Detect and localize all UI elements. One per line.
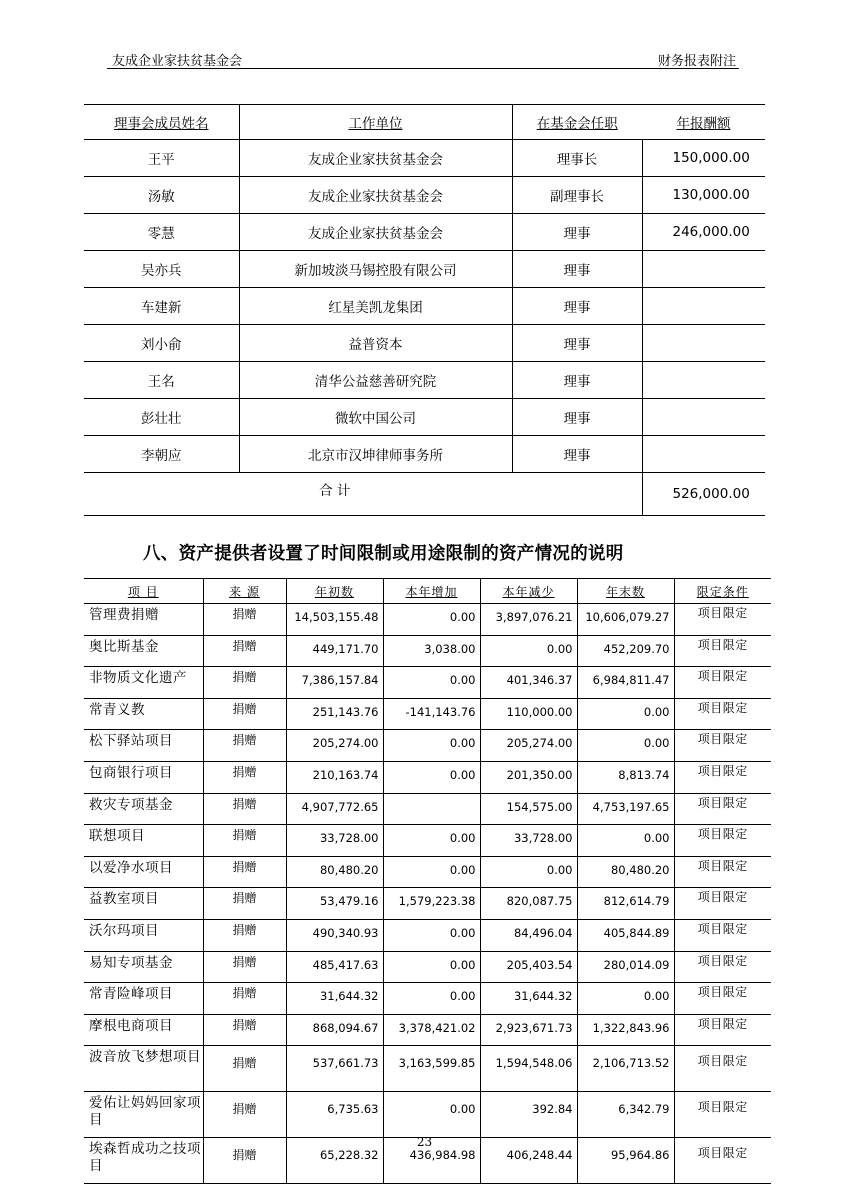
total-row xyxy=(84,473,765,516)
asset-source: 捐赠 xyxy=(203,1014,286,1046)
header-section: 财务报表附注 xyxy=(657,54,736,69)
asset-increase: 0.00 xyxy=(383,983,480,1015)
asset-end: 4,753,197.65 xyxy=(577,793,674,825)
member-name: 车建新 xyxy=(84,288,239,325)
asset-limit: 项目限定 xyxy=(674,1092,771,1138)
table-row xyxy=(84,604,771,636)
asset-increase: -141,143.76 xyxy=(383,698,480,730)
total-value: 526,000.00 xyxy=(642,473,765,516)
table-row xyxy=(84,983,771,1015)
asset-item: 非物质文化遗产 xyxy=(84,667,203,699)
header-rule xyxy=(107,68,739,69)
table-row xyxy=(84,761,771,793)
table-row xyxy=(84,399,765,436)
asset-decrease: 31,644.32 xyxy=(480,983,577,1015)
asset-item: 救灾专项基金 xyxy=(84,793,203,825)
asset-source: 捐赠 xyxy=(203,793,286,825)
asset-end: 0.00 xyxy=(577,825,674,857)
asset-limit: 项目限定 xyxy=(674,856,771,888)
page-number: 23 xyxy=(416,1135,433,1149)
asset-decrease: 3,897,076.21 xyxy=(480,604,577,636)
member-unit: 益普资本 xyxy=(239,325,512,362)
board-members-table xyxy=(84,104,765,516)
asset-begin: 7,386,157.84 xyxy=(286,667,383,699)
asset-decrease: 392.84 xyxy=(480,1092,577,1138)
member-pay xyxy=(642,362,765,399)
table-row xyxy=(84,951,771,983)
asset-increase: 0.00 xyxy=(383,919,480,951)
asset-increase: 0.00 xyxy=(383,730,480,762)
asset-begin: 210,163.74 xyxy=(286,761,383,793)
member-unit: 新加坡淡马锡控股有限公司 xyxy=(239,251,512,288)
member-pay xyxy=(642,288,765,325)
assets-col-limit: 限定条件 xyxy=(674,579,771,604)
asset-item: 奥比斯基金 xyxy=(84,635,203,667)
member-role: 副理事长 xyxy=(512,177,642,214)
member-unit: 微软中国公司 xyxy=(239,399,512,436)
asset-begin: 14,503,155.48 xyxy=(286,604,383,636)
asset-decrease: 154,575.00 xyxy=(480,793,577,825)
asset-source: 捐赠 xyxy=(203,856,286,888)
assets-col-source: 来 源 xyxy=(203,579,286,604)
asset-limit: 项目限定 xyxy=(674,698,771,730)
asset-item: 摩根电商项目 xyxy=(84,1014,203,1046)
member-pay: 246,000.00 xyxy=(642,214,765,251)
assets-col-decrease: 本年减少 xyxy=(480,579,577,604)
member-name: 彭壮壮 xyxy=(84,399,239,436)
table-row xyxy=(84,698,771,730)
member-unit: 红星美凯龙集团 xyxy=(239,288,512,325)
asset-limit: 项目限定 xyxy=(674,604,771,636)
asset-limit: 项目限定 xyxy=(674,1046,771,1092)
asset-item: 管理费捐赠 xyxy=(84,604,203,636)
asset-increase: 3,163,599.85 xyxy=(383,1046,480,1092)
assets-col-end: 年末数 xyxy=(577,579,674,604)
table-row xyxy=(84,825,771,857)
asset-increase: 3,378,421.02 xyxy=(383,1014,480,1046)
member-unit: 友成企业家扶贫基金会 xyxy=(239,140,512,177)
asset-item: 埃森哲成功之技项目 xyxy=(84,1138,203,1184)
member-role: 理事 xyxy=(512,288,642,325)
asset-increase: 0.00 xyxy=(383,1092,480,1138)
board-col-role: 在基金会任职 xyxy=(512,105,642,140)
asset-increase: 0.00 xyxy=(383,825,480,857)
asset-limit: 项目限定 xyxy=(674,951,771,983)
member-role: 理事长 xyxy=(512,140,642,177)
asset-end: 452,209.70 xyxy=(577,635,674,667)
asset-limit: 项目限定 xyxy=(674,1138,771,1184)
asset-end: 0.00 xyxy=(577,698,674,730)
asset-item: 沃尔玛项目 xyxy=(84,919,203,951)
board-col-unit: 工作单位 xyxy=(239,105,512,140)
table-row xyxy=(84,1092,771,1138)
asset-decrease: 820,087.75 xyxy=(480,888,577,920)
asset-end: 6,342.79 xyxy=(577,1092,674,1138)
assets-col-begin: 年初数 xyxy=(286,579,383,604)
asset-limit: 项目限定 xyxy=(674,761,771,793)
asset-end: 280,014.09 xyxy=(577,951,674,983)
member-name: 王平 xyxy=(84,140,239,177)
asset-source: 捐赠 xyxy=(203,825,286,857)
asset-begin: 205,274.00 xyxy=(286,730,383,762)
table-row xyxy=(84,919,771,951)
asset-end: 0.00 xyxy=(577,983,674,1015)
asset-end: 95,964.86 xyxy=(577,1138,674,1184)
asset-begin: 33,728.00 xyxy=(286,825,383,857)
assets-col-increase: 本年增加 xyxy=(383,579,480,604)
asset-end: 1,322,843.96 xyxy=(577,1014,674,1046)
asset-decrease: 201,350.00 xyxy=(480,761,577,793)
asset-increase: 0.00 xyxy=(383,856,480,888)
table-row xyxy=(84,730,771,762)
table-row xyxy=(84,251,765,288)
asset-end: 80,480.20 xyxy=(577,856,674,888)
asset-increase: 1,579,223.38 xyxy=(383,888,480,920)
asset-item: 爱佑让妈妈回家项目 xyxy=(84,1092,203,1138)
member-unit: 友成企业家扶贫基金会 xyxy=(239,214,512,251)
assets-col-item: 项 目 xyxy=(84,579,203,604)
asset-limit: 项目限定 xyxy=(674,730,771,762)
asset-source: 捐赠 xyxy=(203,1138,286,1184)
table-row xyxy=(84,362,765,399)
asset-decrease: 1,594,548.06 xyxy=(480,1046,577,1092)
asset-limit: 项目限定 xyxy=(674,1014,771,1046)
asset-limit: 项目限定 xyxy=(674,635,771,667)
asset-decrease: 0.00 xyxy=(480,635,577,667)
asset-limit: 项目限定 xyxy=(674,983,771,1015)
asset-end: 6,984,811.47 xyxy=(577,667,674,699)
member-unit: 清华公益慈善研究院 xyxy=(239,362,512,399)
asset-limit: 项目限定 xyxy=(674,667,771,699)
asset-decrease: 205,403.54 xyxy=(480,951,577,983)
asset-increase: 3,038.00 xyxy=(383,635,480,667)
table-row xyxy=(84,888,771,920)
asset-item: 以爱净水项目 xyxy=(84,856,203,888)
asset-increase: 0.00 xyxy=(383,761,480,793)
member-name: 李朝应 xyxy=(84,436,239,473)
member-pay xyxy=(642,251,765,288)
member-role: 理事 xyxy=(512,436,642,473)
asset-begin: 868,094.67 xyxy=(286,1014,383,1046)
asset-decrease: 84,496.04 xyxy=(480,919,577,951)
asset-decrease: 110,000.00 xyxy=(480,698,577,730)
table-row xyxy=(84,1014,771,1046)
asset-increase: 0.00 xyxy=(383,667,480,699)
table-row xyxy=(84,288,765,325)
asset-begin: 537,661.73 xyxy=(286,1046,383,1092)
asset-decrease: 406,248.44 xyxy=(480,1138,577,1184)
asset-source: 捐赠 xyxy=(203,698,286,730)
table-row xyxy=(84,436,765,473)
board-col-pay: 年报酬额 xyxy=(642,105,765,140)
asset-item: 常青义教 xyxy=(84,698,203,730)
asset-source: 捐赠 xyxy=(203,1092,286,1138)
table-row xyxy=(84,793,771,825)
asset-begin: 251,143.76 xyxy=(286,698,383,730)
board-col-name: 理事会成员姓名 xyxy=(84,105,239,140)
table-row xyxy=(84,214,765,251)
asset-end: 405,844.89 xyxy=(577,919,674,951)
member-role: 理事 xyxy=(512,251,642,288)
member-pay xyxy=(642,399,765,436)
member-unit: 北京市汉坤律师事务所 xyxy=(239,436,512,473)
asset-end: 8,813.74 xyxy=(577,761,674,793)
member-pay: 150,000.00 xyxy=(642,140,765,177)
asset-item: 益教室项目 xyxy=(84,888,203,920)
asset-end: 812,614.79 xyxy=(577,888,674,920)
asset-begin: 490,340.93 xyxy=(286,919,383,951)
asset-item: 常青险峰项目 xyxy=(84,983,203,1015)
table-row xyxy=(84,325,765,362)
header-org: 友成企业家扶贫基金会 xyxy=(112,54,243,69)
restricted-assets-table xyxy=(84,578,771,1184)
asset-source: 捐赠 xyxy=(203,730,286,762)
member-name: 汤敏 xyxy=(84,177,239,214)
asset-increase: 0.00 xyxy=(383,951,480,983)
asset-begin: 449,171.70 xyxy=(286,635,383,667)
board-header-row xyxy=(84,105,765,140)
asset-increase: 0.00 xyxy=(383,604,480,636)
asset-begin: 485,417.63 xyxy=(286,951,383,983)
asset-item: 包商银行项目 xyxy=(84,761,203,793)
member-pay: 130,000.00 xyxy=(642,177,765,214)
table-row xyxy=(84,635,771,667)
asset-item: 松下驿站项目 xyxy=(84,730,203,762)
asset-item: 易知专项基金 xyxy=(84,951,203,983)
asset-decrease: 33,728.00 xyxy=(480,825,577,857)
asset-source: 捐赠 xyxy=(203,888,286,920)
asset-decrease: 0.00 xyxy=(480,856,577,888)
asset-source: 捐赠 xyxy=(203,604,286,636)
asset-decrease: 205,274.00 xyxy=(480,730,577,762)
member-pay xyxy=(642,325,765,362)
asset-source: 捐赠 xyxy=(203,635,286,667)
asset-begin: 31,644.32 xyxy=(286,983,383,1015)
member-role: 理事 xyxy=(512,362,642,399)
member-name: 零慧 xyxy=(84,214,239,251)
table-row xyxy=(84,140,765,177)
asset-limit: 项目限定 xyxy=(674,919,771,951)
assets-header-row xyxy=(84,579,771,604)
table-row xyxy=(84,856,771,888)
asset-begin: 4,907,772.65 xyxy=(286,793,383,825)
asset-begin: 80,480.20 xyxy=(286,856,383,888)
total-label: 合 计 xyxy=(84,473,642,516)
asset-source: 捐赠 xyxy=(203,1046,286,1092)
table-row xyxy=(84,667,771,699)
asset-begin: 53,479.16 xyxy=(286,888,383,920)
table-row xyxy=(84,177,765,214)
section-title: 八、资产提供者设置了时间限制或用途限制的资产情况的说明 xyxy=(143,544,624,564)
member-role: 理事 xyxy=(512,214,642,251)
asset-limit: 项目限定 xyxy=(674,825,771,857)
asset-item: 联想项目 xyxy=(84,825,203,857)
asset-end: 2,106,713.52 xyxy=(577,1046,674,1092)
asset-decrease: 2,923,671.73 xyxy=(480,1014,577,1046)
table-row xyxy=(84,1046,771,1092)
asset-end: 10,606,079.27 xyxy=(577,604,674,636)
member-name: 刘小俞 xyxy=(84,325,239,362)
asset-begin: 6,735.63 xyxy=(286,1092,383,1138)
member-role: 理事 xyxy=(512,325,642,362)
member-role: 理事 xyxy=(512,399,642,436)
asset-source: 捐赠 xyxy=(203,761,286,793)
asset-source: 捐赠 xyxy=(203,983,286,1015)
asset-increase: 436,984.98 xyxy=(383,1138,480,1184)
asset-limit: 项目限定 xyxy=(674,888,771,920)
asset-begin: 65,228.32 xyxy=(286,1138,383,1184)
asset-source: 捐赠 xyxy=(203,951,286,983)
asset-increase xyxy=(383,793,480,825)
asset-end: 0.00 xyxy=(577,730,674,762)
asset-source: 捐赠 xyxy=(203,667,286,699)
member-pay xyxy=(642,436,765,473)
member-name: 王名 xyxy=(84,362,239,399)
member-unit: 友成企业家扶贫基金会 xyxy=(239,177,512,214)
asset-decrease: 401,346.37 xyxy=(480,667,577,699)
asset-limit: 项目限定 xyxy=(674,793,771,825)
member-name: 吴亦兵 xyxy=(84,251,239,288)
asset-source: 捐赠 xyxy=(203,919,286,951)
asset-item: 波音放飞梦想项目 xyxy=(84,1046,203,1092)
